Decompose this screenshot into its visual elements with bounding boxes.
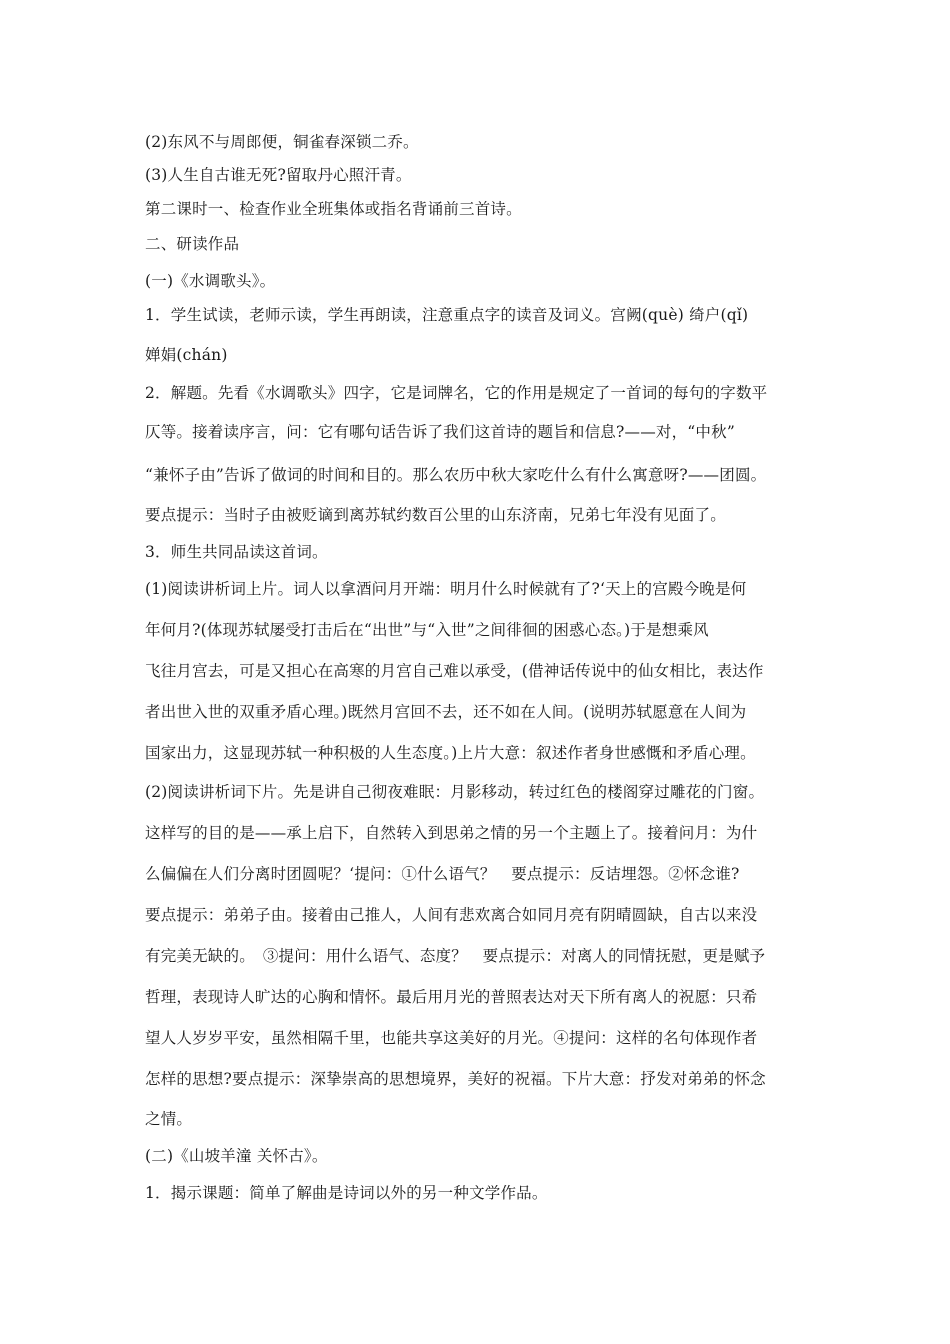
text-line: 要点提示：弟弟子由。接着由己推人，人间有悲欢离合如同月亮有阴晴圆缺，自古以来没 — [145, 906, 758, 924]
text-line: 3．师生共同品读这首词。 — [145, 543, 328, 561]
text-line: 怎样的思想?要点提示：深挚崇高的思想境界，美好的祝福。下片大意：抒发对弟弟的怀念 — [145, 1070, 766, 1088]
text-line: 者出世入世的双重矛盾心理。)既然月宫回不去，还不如在人间。(说明苏轼愿意在人间为 — [145, 703, 747, 721]
text-line: (2)东风不与周郎便，铜雀春深锁二乔。 — [145, 133, 419, 151]
subsection-heading: (二)《山坡羊潼 关怀古》。 — [145, 1147, 328, 1165]
text-line: (1)阅读讲析词上片。词人以拿酒问月开端：明月什么时候就有了?‘天上的宫殿今晚是何 — [145, 580, 747, 598]
text-line: 仄等。接着读序言，问：它有哪句话告诉了我们这首诗的题旨和信息?——对，“中秋” — [145, 423, 735, 441]
text-line: 年何月?(体现苏轼屡受打击后在“出世”与“入世”之间徘徊的困惑心态。)于是想乘风 — [145, 621, 709, 639]
text-line: 国家出力，这显现苏轼一种积极的人生态度。)上片大意：叙述作者身世感慨和矛盾心理。 — [145, 744, 756, 762]
text-line: 2．解题。先看《水调歌头》四字，它是词牌名，它的作用是规定了一首词的每句的字数平 — [145, 384, 768, 402]
text-line: 要点提示：当时子由被贬谪到离苏轼约数百公里的山东济南，兄弟七年没有见面了。 — [145, 506, 726, 524]
section-heading: 二、研读作品 — [145, 235, 240, 253]
text-line: 有完美无缺的。 ③提问：用什么语气、态度？ 要点提示：对离人的同情抚慰，更是赋予 — [145, 947, 766, 965]
subsection-heading: (一)《水调歌头》。 — [145, 272, 276, 290]
text-line: (3)人生自古谁无死?留取丹心照汗青。 — [145, 166, 412, 184]
text-line: 飞往月宫去，可是又担心在高寒的月宫自己难以承受，(借神话传说中的仙女相比，表达作 — [145, 662, 764, 680]
text-line: 婵娟(chán) — [145, 346, 228, 364]
text-line: 这样写的目的是——承上启下，自然转入到思弟之情的另一个主题上了。接着问月：为什 — [145, 824, 758, 842]
text-line: 望人人岁岁平安，虽然相隔千里，也能共享这美好的月光。④提问：这样的名句体现作者 — [145, 1029, 758, 1047]
text-line: 么偏偏在人们分离时团圆呢？‘提问：①什么语气？ 要点提示：反诘埋怨。②怀念谁? — [145, 865, 740, 883]
text-line: (2)阅读讲析词下片。先是讲自己彻夜难眠：月影移动，转过红色的楼阁穿过雕花的门窗。 — [145, 783, 765, 801]
text-line: 哲理，表现诗人旷达的心胸和情怀。最后用月光的普照表达对天下所有离人的祝愿：只希 — [145, 988, 758, 1006]
text-line: 第二课时一、检查作业全班集体或指名背诵前三首诗。 — [145, 200, 522, 218]
text-line: 1．揭示课题：简单了解曲是诗词以外的另一种文学作品。 — [145, 1184, 548, 1202]
text-line: 之情。 — [145, 1110, 193, 1128]
text-line: 1．学生试读，老师示读，学生再朗读，注意重点字的读音及词义。宫阙(què) 绮户(qǐ) — [145, 306, 749, 324]
text-line: “兼怀子由”告诉了做词的时间和目的。那么农历中秋大家吃什么有什么寓意呀?——团圆。 — [145, 466, 767, 484]
